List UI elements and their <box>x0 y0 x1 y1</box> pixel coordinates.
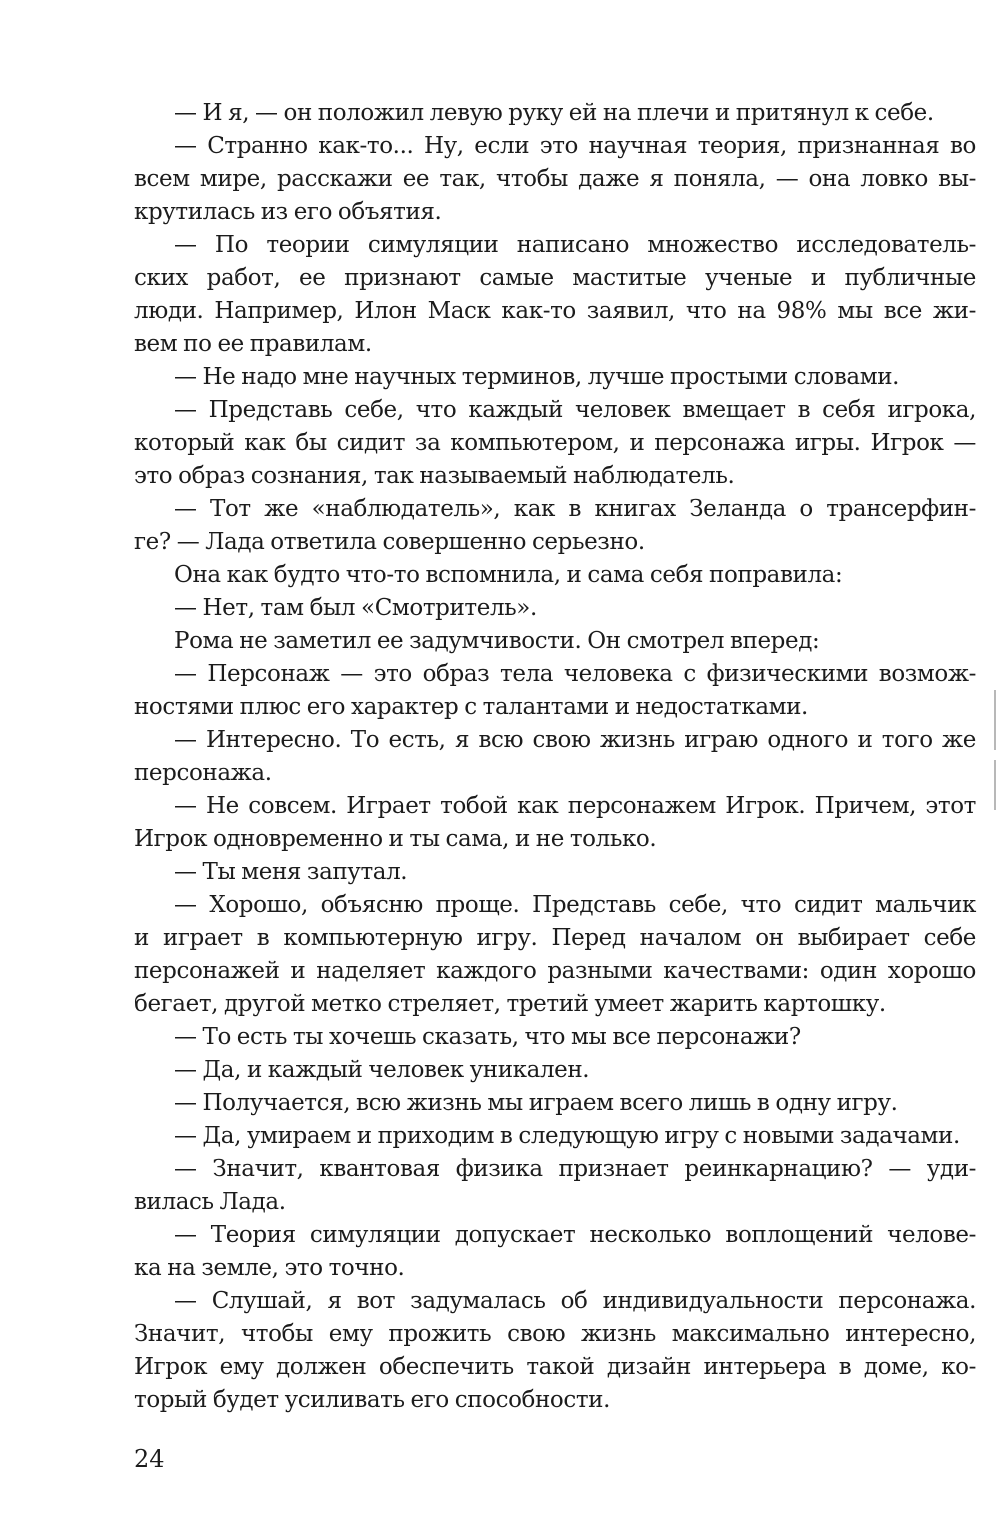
text-line: торый будет усиливать его способности. <box>134 1387 611 1413</box>
text-line: — Тот же «наблюдатель», как в книгах Зеланда о трансерфин- <box>174 496 976 522</box>
text-line: вем по ее правилам. <box>134 331 372 357</box>
text-line: ских работ, ее признают самые маститые ученые и публичные <box>134 265 976 291</box>
text-line: — Значит, квантовая физика признает реинкарнацию? — уди- <box>174 1156 976 1182</box>
text-line: вилась Лада. <box>134 1189 286 1215</box>
text-line: — Ты меня запутал. <box>174 859 408 885</box>
text-line: — Персонаж — это образ тела человека с физическими возмож- <box>174 661 976 687</box>
text-line: — Представь себе, что каждый человек вмещает в себя игрока, <box>174 397 976 423</box>
text-line: — Теория симуляции допускает несколько воплощений челове- <box>174 1222 976 1248</box>
scan-edge-mark <box>994 760 996 810</box>
text-line: — Интересно. То есть, я всю свою жизнь играю одного и того же <box>174 727 976 753</box>
text-line: — Слушай, я вот задумалась об индивидуальности персонажа. <box>174 1288 976 1314</box>
text-line: Рома не заметил ее задумчивости. Он смотрел вперед: <box>174 628 820 654</box>
text-line: Игрок ему должен обеспечить такой дизайн интерьера в доме, ко- <box>134 1354 976 1380</box>
text-line: — Да, и каждый человек уникален. <box>174 1057 590 1083</box>
text-line: ге? — Лада ответила совершенно серьезно. <box>134 529 645 555</box>
text-line: Она как будто что-то вспомнила, и сама себя поправила: <box>174 562 843 588</box>
text-line: бегает, другой метко стреляет, третий умеет жарить картошку. <box>134 991 886 1017</box>
text-line: персонажей и наделяет каждого разными качествами: один хорошо <box>134 958 976 984</box>
text-line: это образ сознания, так называемый наблюдатель. <box>134 463 735 489</box>
text-line: всем мире, расскажи ее так, чтобы даже я поняла, — она ловко вы- <box>134 166 976 192</box>
text-line: Значит, чтобы ему прожить свою жизнь максимально интересно, <box>134 1321 976 1347</box>
text-line: Игрок одновременно и ты сама, и не только. <box>134 826 657 852</box>
text-line: — По теории симуляции написано множество исследователь- <box>174 232 976 258</box>
text-line: — Да, умираем и приходим в следующую игру с новыми задачами. <box>174 1123 960 1149</box>
text-line: ка на земле, это точно. <box>134 1255 405 1281</box>
text-line: — Странно как-то... Ну, если это научная теория, признанная во <box>174 133 976 159</box>
scan-edge-mark <box>994 690 996 750</box>
text-line: — Получается, всю жизнь мы играем всего лишь в одну игру. <box>174 1090 898 1116</box>
text-line: который как бы сидит за компьютером, и персонажа игры. Игрок — <box>134 430 976 456</box>
text-line: — Не совсем. Играет тобой как персонажем Игрок. Причем, этот <box>174 793 976 819</box>
page-number: 24 <box>134 1445 165 1473</box>
text-line: — Хорошо, объясню проще. Представь себе, что сидит мальчик <box>174 892 976 918</box>
text-line: — И я, — он положил левую руку ей на плечи и притянул к себе. <box>174 100 934 126</box>
text-line: ностями плюс его характер с талантами и недостатками. <box>134 694 808 720</box>
text-line: — Не надо мне научных терминов, лучше простыми словами. <box>174 364 900 390</box>
text-line: и играет в компьютерную игру. Перед началом он выбирает себе <box>134 925 976 951</box>
text-line: — То есть ты хочешь сказать, что мы все персонажи? <box>174 1024 801 1050</box>
text-line: — Нет, там был «Смотритель». <box>174 595 537 621</box>
text-line: персонажа. <box>134 760 272 786</box>
text-line: крутилась из его объятия. <box>134 199 442 225</box>
text-line: люди. Например, Илон Маск как-то заявил, что на 98% мы все жи- <box>134 298 976 324</box>
